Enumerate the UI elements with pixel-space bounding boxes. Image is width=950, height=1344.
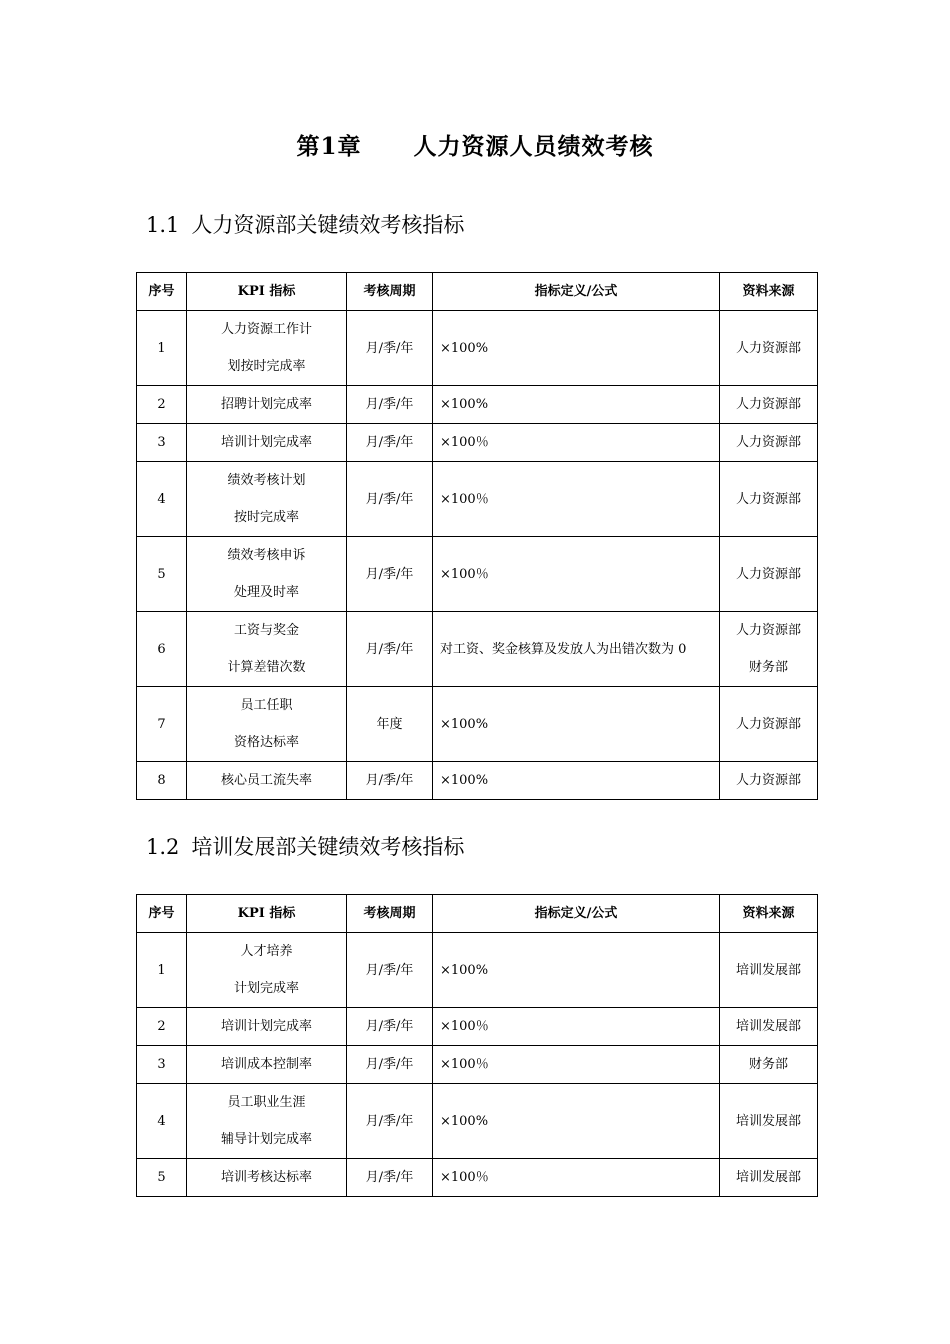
cell-kpi-line: 人才培养 [240, 944, 293, 959]
cell-period: 月/季/年 [347, 537, 433, 612]
table-body [137, 311, 818, 800]
cell-kpi-line: 员工任职 [240, 698, 293, 713]
cell-no: 6 [137, 612, 187, 687]
header-kpi: KPI 指标 [187, 895, 347, 933]
cell-formula: ×100％ [433, 1046, 720, 1084]
cell-source-line: 人力资源部 [735, 773, 801, 788]
cell-kpi-line: 人力资源工作计 [220, 322, 312, 337]
cell-formula: ×100% [433, 1084, 720, 1159]
chapter-number: 第1章 [296, 133, 362, 160]
header-formula: 指标定义/公式 [433, 273, 720, 311]
cell-period: 月/季/年 [347, 311, 433, 386]
section-number: 1.1 [146, 213, 180, 237]
cell-source-line: 财务部 [748, 1057, 788, 1072]
cell-kpi [187, 1159, 347, 1197]
header-period: 考核周期 [347, 895, 433, 933]
header-source: 资料来源 [720, 895, 818, 933]
cell-no: 2 [137, 386, 187, 424]
cell-kpi [187, 537, 347, 612]
cell-kpi [187, 1046, 347, 1084]
table-row [137, 933, 818, 1008]
header-kpi: KPI 指标 [187, 273, 347, 311]
table-row [137, 612, 818, 687]
cell-source [720, 386, 818, 424]
cell-no: 1 [137, 311, 187, 386]
cell-kpi [187, 1008, 347, 1046]
cell-source [720, 612, 818, 687]
cell-no: 5 [137, 1159, 187, 1197]
cell-source [720, 687, 818, 762]
table-row [137, 386, 818, 424]
cell-no: 1 [137, 933, 187, 1008]
cell-no: 4 [137, 462, 187, 537]
cell-period: 月/季/年 [347, 462, 433, 537]
cell-kpi-line: 招聘计划完成率 [220, 397, 312, 412]
cell-source-line: 培训发展部 [735, 1170, 801, 1185]
cell-period: 月/季/年 [347, 1008, 433, 1046]
cell-formula: ×100％ [433, 537, 720, 612]
table-body [137, 933, 818, 1197]
cell-kpi-line: 绩效考核申诉 [227, 548, 306, 563]
cell-source [720, 1008, 818, 1046]
cell-kpi-line: 辅导计划完成率 [220, 1132, 312, 1147]
cell-no: 8 [137, 762, 187, 800]
cell-kpi-line: 资格达标率 [233, 735, 299, 750]
cell-kpi-line: 培训计划完成率 [220, 1019, 312, 1034]
section-number: 1.2 [146, 835, 180, 859]
cell-kpi [187, 424, 347, 462]
cell-formula: ×100% [433, 762, 720, 800]
table-row [137, 424, 818, 462]
cell-kpi-line: 工资与奖金 [233, 623, 299, 638]
kpi-table-hr [136, 272, 818, 800]
cell-period: 年度 [347, 687, 433, 762]
cell-formula: ×100% [433, 386, 720, 424]
kpi-table-training [136, 894, 818, 1197]
chapter-title [0, 128, 950, 161]
cell-source [720, 762, 818, 800]
cell-source [720, 424, 818, 462]
table-row [137, 462, 818, 537]
cell-source-line: 人力资源部 [735, 397, 801, 412]
header-no: 序号 [137, 273, 187, 311]
cell-kpi-line: 计算差错次数 [227, 660, 306, 675]
cell-source-line: 人力资源部 [735, 623, 801, 638]
cell-no: 3 [137, 424, 187, 462]
cell-kpi-line: 计划完成率 [233, 981, 299, 996]
cell-source [720, 537, 818, 612]
cell-formula: ×100％ [433, 1159, 720, 1197]
cell-period: 月/季/年 [347, 612, 433, 687]
cell-formula: ×100％ [433, 1008, 720, 1046]
section-title-text: 培训发展部关键绩效考核指标 [191, 835, 465, 859]
cell-source-line: 培训发展部 [735, 1019, 801, 1034]
section-title-hr [146, 209, 464, 239]
cell-source [720, 1084, 818, 1159]
cell-source-line: 培训发展部 [735, 1113, 801, 1129]
cell-kpi [187, 612, 347, 687]
cell-source [720, 462, 818, 537]
cell-source [720, 1046, 818, 1084]
cell-formula: ×100% [433, 311, 720, 386]
table-row [137, 311, 818, 386]
header-no: 序号 [137, 895, 187, 933]
cell-no: 7 [137, 687, 187, 762]
cell-kpi-line: 核心员工流失率 [220, 773, 312, 788]
table-row [137, 687, 818, 762]
cell-source-line: 财务部 [748, 660, 788, 675]
cell-kpi [187, 311, 347, 386]
header-source: 资料来源 [720, 273, 818, 311]
cell-no: 5 [137, 537, 187, 612]
cell-kpi-line: 划按时完成率 [227, 359, 306, 374]
cell-source-line: 人力资源部 [735, 566, 801, 582]
cell-no: 4 [137, 1084, 187, 1159]
cell-kpi-line: 员工职业生涯 [227, 1095, 306, 1110]
cell-kpi [187, 762, 347, 800]
cell-period: 月/季/年 [347, 1046, 433, 1084]
cell-formula: 对工资、奖金核算及发放人为出错次数为 0 [433, 612, 720, 687]
table-row [137, 1046, 818, 1084]
table-header-row [137, 273, 818, 311]
cell-kpi [187, 386, 347, 424]
cell-period: 月/季/年 [347, 1084, 433, 1159]
cell-kpi-line: 处理及时率 [233, 585, 299, 600]
cell-source-line: 培训发展部 [735, 962, 801, 978]
cell-period: 月/季/年 [347, 762, 433, 800]
table-row [137, 1159, 818, 1197]
cell-kpi-line: 培训考核达标率 [220, 1170, 312, 1185]
cell-period: 月/季/年 [347, 424, 433, 462]
cell-no: 3 [137, 1046, 187, 1084]
table-row [137, 1008, 818, 1046]
table-row [137, 762, 818, 800]
cell-source-line: 人力资源部 [735, 340, 801, 356]
cell-kpi [187, 462, 347, 537]
table-row [137, 537, 818, 612]
cell-kpi [187, 1084, 347, 1159]
cell-kpi-line: 绩效考核计划 [227, 473, 306, 488]
cell-source [720, 311, 818, 386]
table-header-row [137, 895, 818, 933]
cell-kpi-line: 按时完成率 [233, 510, 299, 525]
cell-period: 月/季/年 [347, 933, 433, 1008]
cell-kpi [187, 687, 347, 762]
section-title-training [146, 831, 464, 861]
cell-formula: ×100% [433, 933, 720, 1008]
cell-source-line: 人力资源部 [735, 435, 801, 450]
cell-kpi-line: 培训计划完成率 [220, 435, 312, 450]
chapter-title-text: 人力资源人员绩效考核 [413, 133, 654, 160]
cell-formula: ×100％ [433, 424, 720, 462]
header-period: 考核周期 [347, 273, 433, 311]
cell-no: 2 [137, 1008, 187, 1046]
cell-formula: ×100％ [433, 462, 720, 537]
cell-source-line: 人力资源部 [735, 491, 801, 507]
cell-source-line: 人力资源部 [735, 716, 801, 732]
cell-period: 月/季/年 [347, 386, 433, 424]
cell-kpi [187, 933, 347, 1008]
table-row [137, 1084, 818, 1159]
cell-formula: ×100% [433, 687, 720, 762]
cell-source [720, 933, 818, 1008]
cell-source [720, 1159, 818, 1197]
cell-kpi-line: 培训成本控制率 [220, 1057, 312, 1072]
section-title-text: 人力资源部关键绩效考核指标 [191, 213, 465, 237]
cell-period: 月/季/年 [347, 1159, 433, 1197]
header-formula: 指标定义/公式 [433, 895, 720, 933]
